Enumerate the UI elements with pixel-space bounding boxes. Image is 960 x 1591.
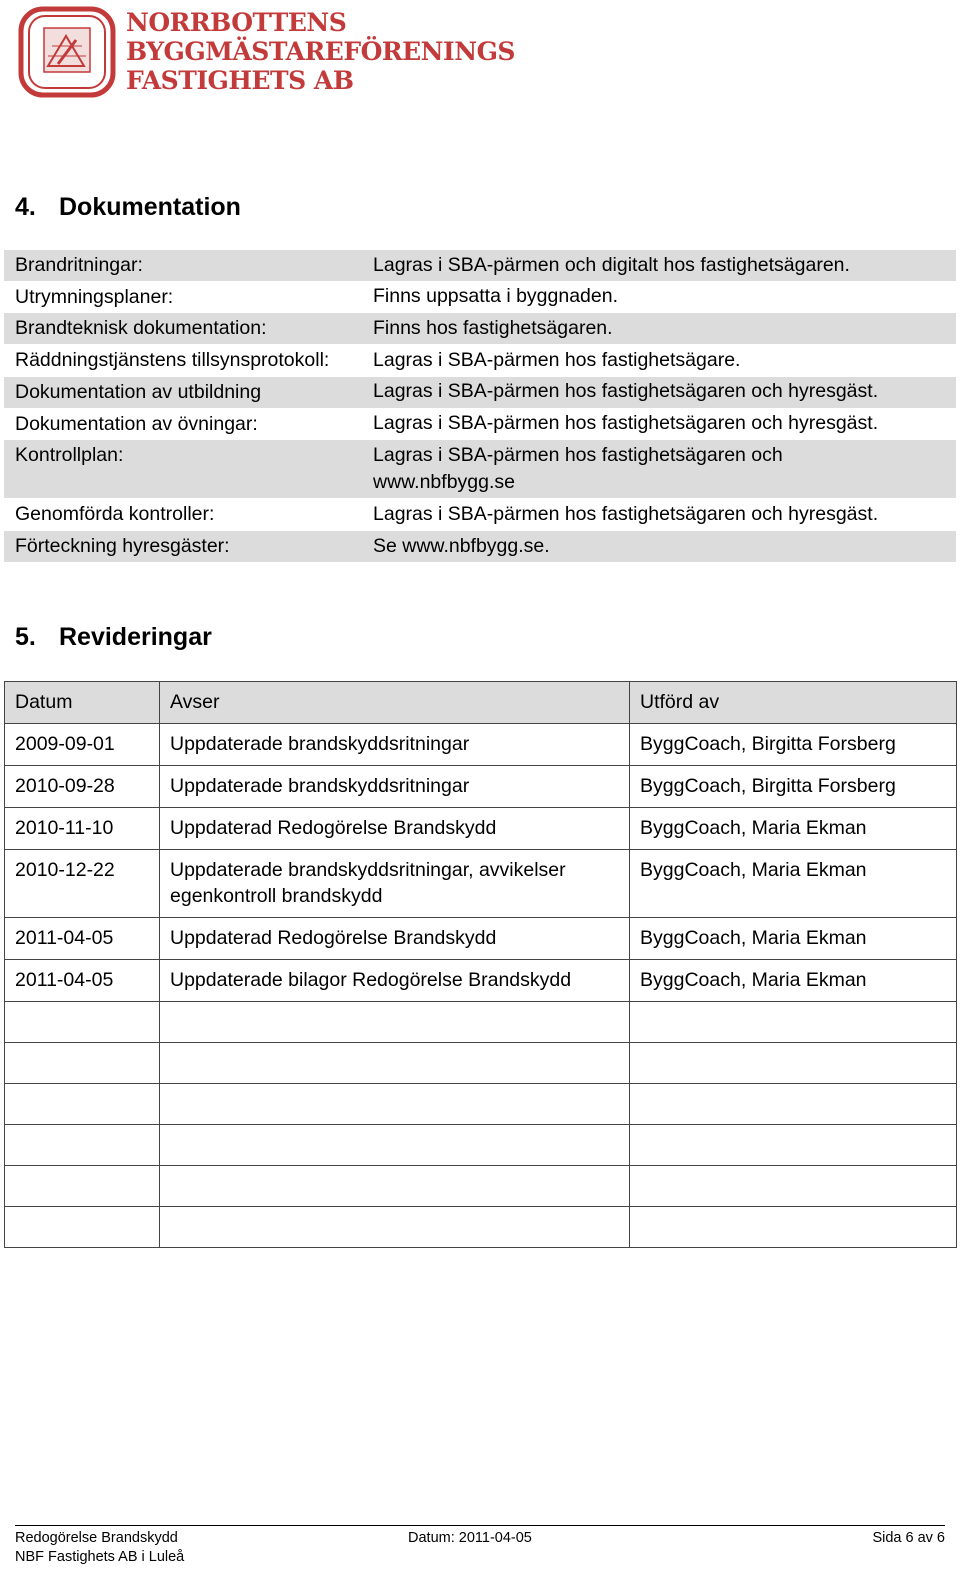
- doc-label: Dokumentation av övningar:: [15, 412, 258, 435]
- page-footer: [15, 1525, 945, 1565]
- empty-table-row: [5, 1084, 957, 1125]
- cell-date: 2010-12-22: [5, 850, 160, 918]
- cell-author: ByggCoach, Maria Ekman: [630, 850, 957, 918]
- cell-date: 2010-09-28: [5, 766, 160, 808]
- cell-description: Uppdaterade brandskyddsritningar, avvikelser egenkontroll brandskydd: [160, 850, 630, 918]
- cell-date: 2011-04-05: [5, 960, 160, 1002]
- doc-label: Kontrollplan:: [15, 444, 124, 467]
- documentation-table: [4, 250, 956, 563]
- cell-author: ByggCoach, Maria Ekman: [630, 808, 957, 850]
- table-row: [5, 960, 957, 1002]
- empty-cell: [160, 1125, 630, 1166]
- footer-date: Datum: 2011-04-05: [408, 1530, 532, 1546]
- empty-table-row: [5, 1207, 957, 1248]
- doc-value: Finns hos fastighetsägaren.: [373, 317, 613, 339]
- empty-cell: [630, 1002, 957, 1043]
- doc-row: [4, 409, 956, 441]
- emblem-seal-icon: [18, 6, 116, 98]
- empty-cell: [160, 1084, 630, 1125]
- doc-value: Lagras i SBA-pärmen hos fastighetsägaren och hyresgäst.: [373, 503, 879, 525]
- doc-label: Förteckning hyresgäster:: [15, 535, 230, 558]
- doc-row: [4, 377, 956, 409]
- section-number: 5.: [15, 623, 36, 651]
- table-row: [5, 918, 957, 960]
- cell-date: 2011-04-05: [5, 918, 160, 960]
- empty-cell: [630, 1084, 957, 1125]
- table-row: [5, 766, 957, 808]
- doc-row: [4, 499, 956, 531]
- footer-left: [15, 1529, 184, 1567]
- empty-table-row: [5, 1002, 957, 1043]
- empty-cell: [160, 1043, 630, 1084]
- section-title: Revideringar: [59, 623, 212, 651]
- column-header-avser: Avser: [160, 682, 630, 724]
- footer-document-title: Redogörelse Brandskydd: [15, 1530, 178, 1546]
- doc-row: [4, 440, 956, 499]
- doc-label: Räddningstjänstens tillsynsprotokoll:: [15, 349, 330, 372]
- doc-value: Se www.nbfbygg.se.: [373, 534, 550, 557]
- doc-value: Lagras i SBA-pärmen hos fastighetsägaren och hyresgäst.: [373, 380, 879, 403]
- section-number: 4.: [15, 193, 36, 221]
- cell-description: Uppdaterade brandskyddsritningar: [160, 766, 630, 808]
- doc-label: Brandteknisk dokumentation:: [15, 317, 267, 340]
- empty-cell: [630, 1043, 957, 1084]
- doc-label: Genomförda kontroller:: [15, 503, 215, 526]
- empty-cell: [5, 1002, 160, 1043]
- section-title: Dokumentation: [59, 193, 241, 221]
- doc-label: Dokumentation av utbildning: [15, 380, 262, 403]
- cell-author: ByggCoach, Maria Ekman: [630, 960, 957, 1002]
- empty-cell: [630, 1125, 957, 1166]
- doc-value: Finns uppsatta i byggnaden.: [373, 285, 619, 308]
- logo-wordmark: [126, 8, 515, 95]
- empty-table-row: [5, 1125, 957, 1166]
- cell-description: Uppdaterade bilagor Redogörelse Brandskydd: [160, 960, 630, 1002]
- empty-cell: [5, 1207, 160, 1248]
- section-heading-dokumentation: [15, 193, 241, 222]
- cell-date: 2010-11-10: [5, 808, 160, 850]
- footer-page-number: Sida 6 av 6: [872, 1530, 945, 1546]
- cell-description: Uppdaterad Redogörelse Brandskydd: [160, 808, 630, 850]
- empty-cell: [160, 1002, 630, 1043]
- cell-description: Uppdaterade brandskyddsritningar: [160, 724, 630, 766]
- empty-cell: [5, 1043, 160, 1084]
- doc-value: Lagras i SBA-pärmen hos fastighetsägaren och www.nbfbygg.se: [373, 443, 783, 494]
- doc-row: [4, 345, 956, 377]
- cell-author: ByggCoach, Maria Ekman: [630, 918, 957, 960]
- table-header-row: [5, 682, 957, 724]
- section-heading-revideringar: [15, 623, 212, 652]
- doc-value: Lagras i SBA-pärmen hos fastighetsägare.: [373, 348, 741, 371]
- table-row: [5, 724, 957, 766]
- doc-label: Brandritningar:: [15, 254, 143, 276]
- cell-description: Uppdaterad Redogörelse Brandskydd: [160, 918, 630, 960]
- empty-cell: [160, 1166, 630, 1207]
- table-row: [5, 808, 957, 850]
- cell-date: 2009-09-01: [5, 724, 160, 766]
- doc-label: Utrymningsplaner:: [15, 285, 174, 308]
- doc-row: [4, 531, 956, 563]
- doc-row: [4, 313, 956, 345]
- doc-row: [4, 250, 956, 282]
- logo-line-3: FASTIGHETS AB: [126, 66, 354, 95]
- empty-cell: [5, 1125, 160, 1166]
- table-row: [5, 850, 957, 918]
- empty-table-row: [5, 1166, 957, 1207]
- empty-cell: [160, 1207, 630, 1248]
- logo-line-2: BYGGMÄSTAREFÖRENINGS: [126, 37, 515, 66]
- doc-value: Lagras i SBA-pärmen hos fastighetsägaren och hyresgäst.: [373, 412, 879, 435]
- logo-line-1: NORRBOTTENS: [126, 8, 347, 37]
- company-logo: [18, 6, 515, 98]
- empty-cell: [5, 1166, 160, 1207]
- footer-company: NBF Fastighets AB i Luleå: [15, 1549, 185, 1565]
- empty-cell: [5, 1084, 160, 1125]
- column-header-datum: Datum: [5, 682, 160, 724]
- doc-row: [4, 282, 956, 314]
- cell-author: ByggCoach, Birgitta Forsberg: [630, 724, 957, 766]
- empty-cell: [630, 1166, 957, 1207]
- empty-cell: [630, 1207, 957, 1248]
- column-header-utford-av: Utförd av: [630, 682, 957, 724]
- doc-value: Lagras i SBA-pärmen och digitalt hos fastighetsägaren.: [373, 253, 850, 276]
- cell-author: ByggCoach, Birgitta Forsberg: [630, 766, 957, 808]
- empty-table-row: [5, 1043, 957, 1084]
- revisions-table: [4, 681, 957, 1248]
